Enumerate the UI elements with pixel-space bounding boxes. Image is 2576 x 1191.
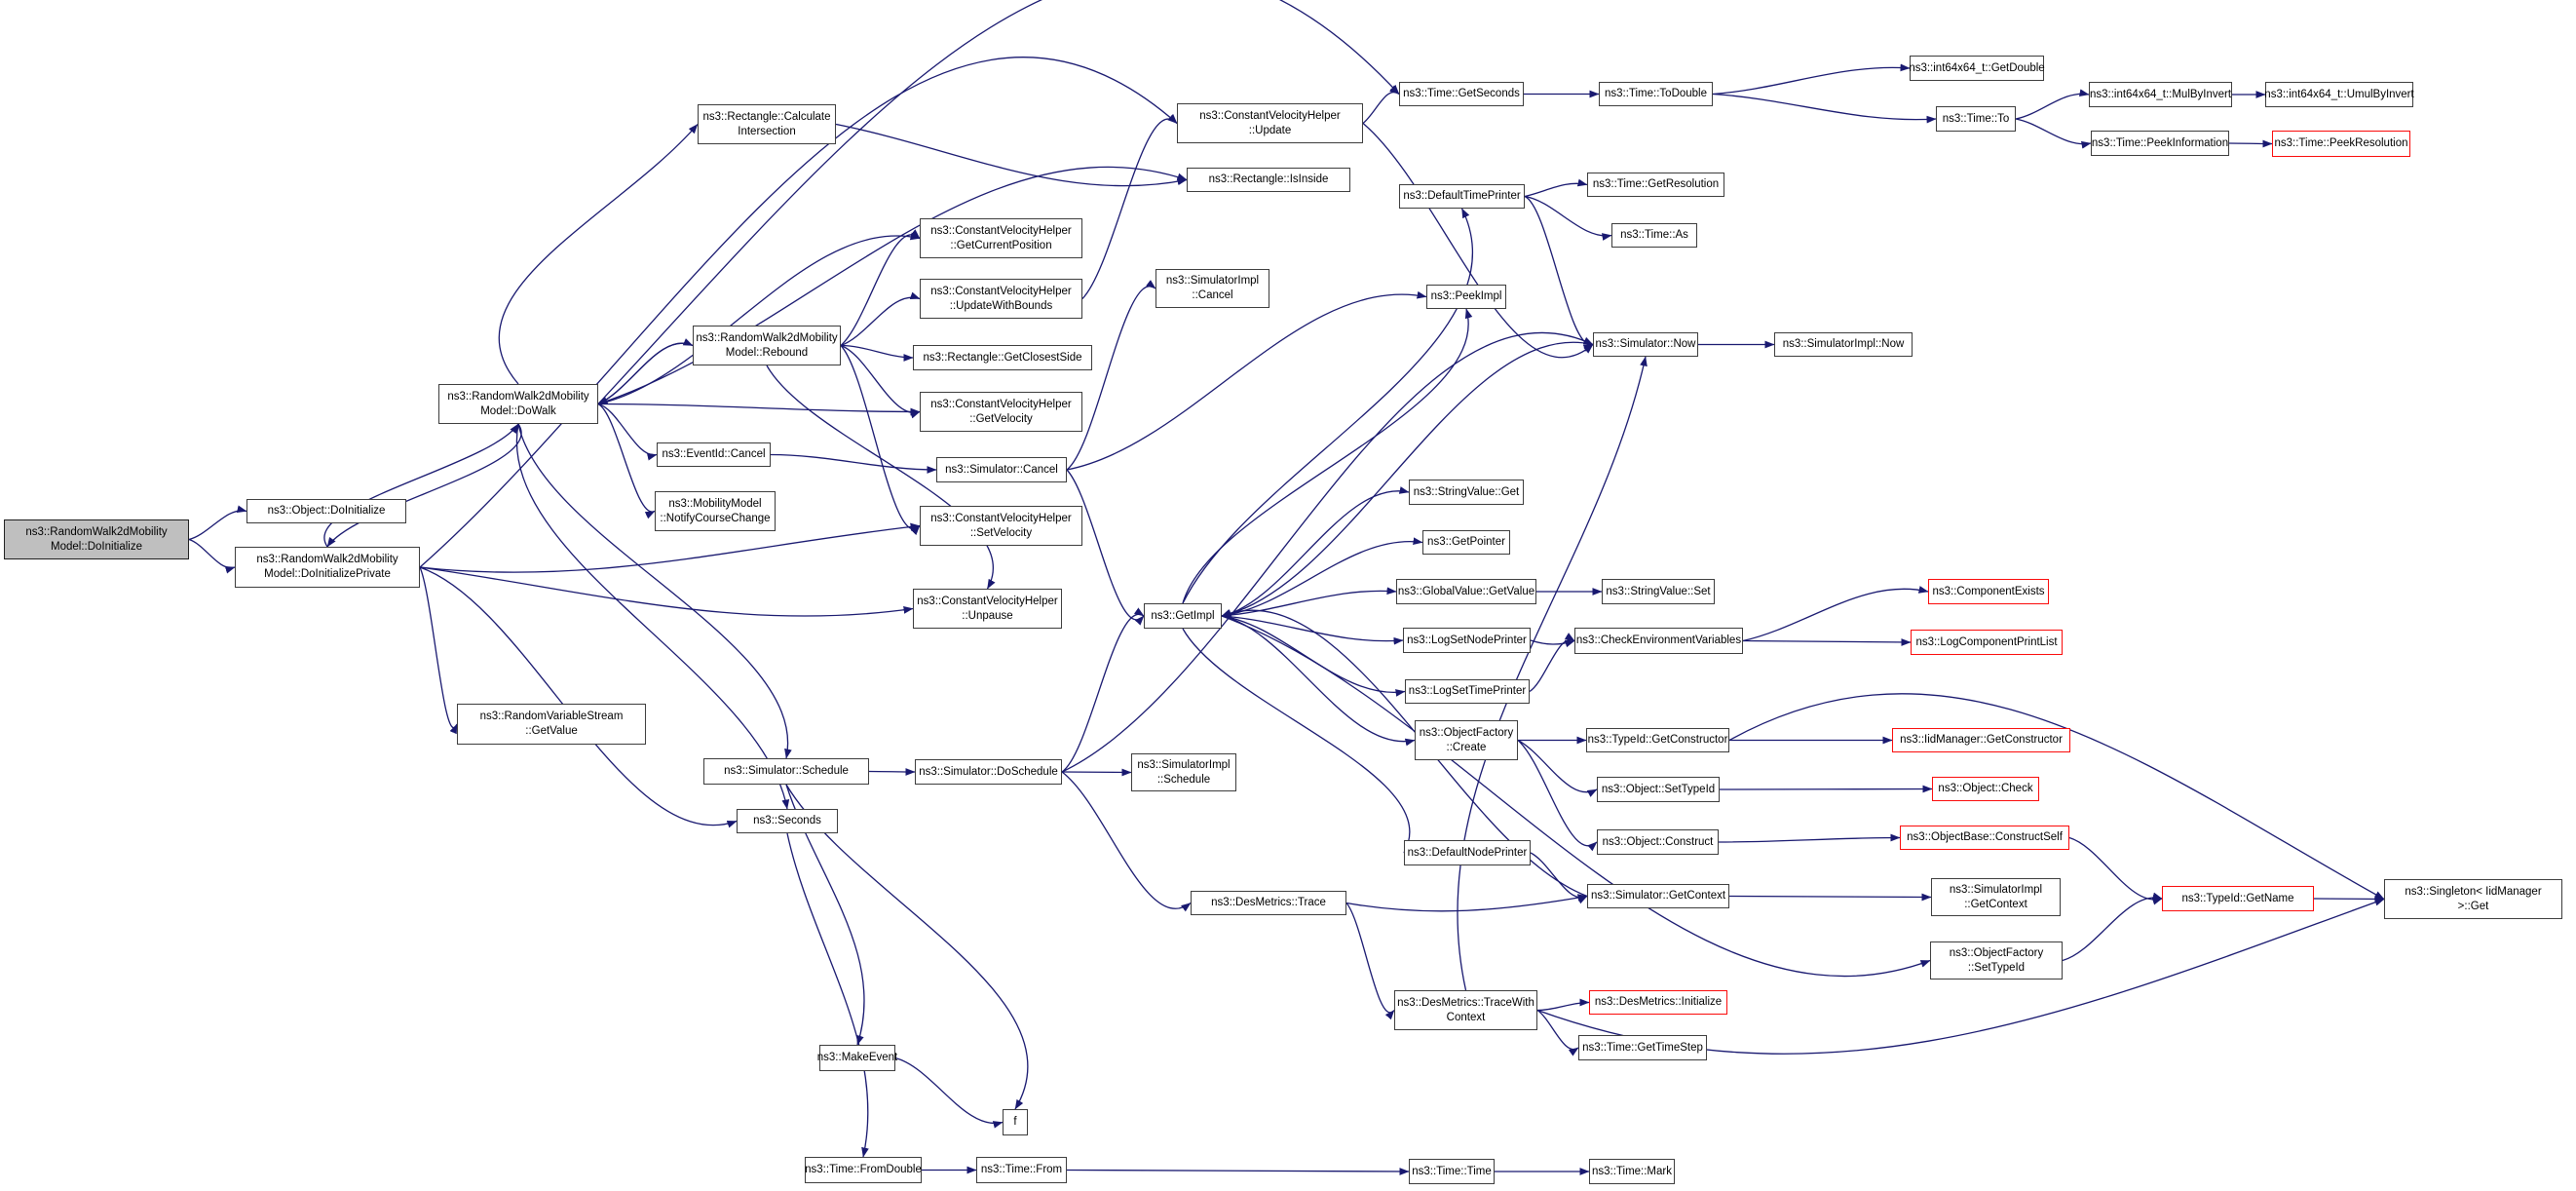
graph-node-rvsGetValue[interactable]: [457, 704, 646, 745]
graph-node-label: ns3::Time::PeekResolution: [2274, 137, 2408, 150]
graph-node-stringValueSet[interactable]: [1602, 579, 1715, 604]
graph-node-traceWithContext[interactable]: [1394, 990, 1537, 1030]
graph-node-label: ns3::Simulator::Schedule: [724, 765, 849, 778]
graph-node-makeEvent[interactable]: [816, 1045, 898, 1071]
graph-node-timeTime[interactable]: [1409, 1159, 1495, 1184]
graph-node-label: ns3::Time::GetResolution: [1592, 178, 1720, 191]
graph-node-timeFrom[interactable]: [976, 1157, 1067, 1183]
graph-node-getImpl[interactable]: [1144, 603, 1222, 629]
graph-node-unpause[interactable]: [913, 589, 1062, 629]
graph-node-label: ns3::Seconds: [753, 815, 821, 827]
graph-node-label: ns3::Simulator::Now: [1595, 338, 1696, 351]
call-edge-doSchedule-to-getImpl: [1062, 614, 1144, 772]
graph-node-timeTo[interactable]: [1936, 106, 2016, 132]
graph-node-eventIdCancel[interactable]: [657, 442, 771, 467]
graph-node-label: ns3::MakeEvent: [816, 1052, 898, 1064]
graph-node-label: ns3::GetImpl: [1151, 609, 1215, 622]
graph-node-doInitializePrivate[interactable]: [235, 547, 420, 588]
graph-node-label: ns3::LogSetNodePrinter: [1407, 634, 1527, 646]
graph-node-simulatorGetContext[interactable]: [1587, 884, 1729, 908]
graph-node-label: ns3::ObjectBase::ConstructSelf: [1907, 831, 2063, 844]
graph-node-setVelocity[interactable]: [920, 506, 1082, 546]
graph-node-simulatorImplGetContext[interactable]: [1931, 878, 2061, 916]
call-edge-doWalk-to-calculateIntersection: [499, 125, 698, 385]
graph-node-peekImpl[interactable]: [1426, 285, 1506, 309]
graph-node-label: ns3::DefaultTimePrinter: [1403, 190, 1521, 203]
graph-node-label: ns3::Object::SetTypeId: [1601, 783, 1716, 795]
graph-node-constructSelf[interactable]: [1900, 826, 2069, 850]
graph-node-defaultNodePrinter[interactable]: [1404, 840, 1531, 865]
graph-node-label: ns3::RandomVariableStream: [479, 711, 624, 723]
call-edge-doInitialize-to-doInitializePrivate: [189, 540, 235, 568]
call-edge-doInitialize-to-objectDoInitialize: [189, 511, 246, 540]
graph-node-calculateIntersection[interactable]: [698, 104, 836, 144]
graph-node-label: ns3::int64x64_t::UmulByInvert: [2264, 88, 2414, 100]
call-edge-doSchedule-to-simulatorNow: [1062, 332, 1593, 772]
call-edge-calculateIntersection-to-isInside: [836, 125, 1187, 186]
call-edge-doInitializePrivate-to-unpause: [420, 567, 913, 616]
graph-node-typeIdGetName[interactable]: [2162, 886, 2314, 911]
call-edge-timeTo-to-peekInformation: [2016, 119, 2091, 144]
graph-node-label: ::Create: [1446, 741, 1487, 753]
graph-node-f[interactable]: [1003, 1109, 1028, 1135]
graph-node-toDouble[interactable]: [1599, 82, 1713, 106]
graph-node-label: ns3::SimulatorImpl::Now: [1782, 338, 1905, 351]
graph-node-getCurrentPosition[interactable]: [920, 218, 1082, 258]
call-edge-cvhUpdate-to-simulatorNow: [1363, 124, 1593, 358]
graph-node-label: ns3::RandomWalk2dMobility: [256, 554, 398, 566]
graph-node-label: ns3::Time::Mark: [1591, 1165, 1672, 1177]
graph-node-globalValueGetValue[interactable]: [1396, 579, 1536, 604]
call-edge-getImpl-to-stringValueGet: [1222, 491, 1409, 616]
graph-node-label: ns3::Simulator::DoSchedule: [919, 765, 1058, 778]
graph-node-desMetricsTrace[interactable]: [1191, 891, 1346, 915]
graph-node-simulatorImplCancel[interactable]: [1155, 269, 1269, 308]
call-edge-doWalk-to-isInside: [598, 167, 1187, 403]
graph-node-label: ::Schedule: [1156, 773, 1211, 786]
graph-node-label: ns3::Rectangle::GetClosestSide: [923, 351, 1082, 364]
graph-node-singletonGet[interactable]: [2384, 879, 2562, 919]
call-edge-doInitializePrivate-to-setVelocity: [420, 526, 920, 573]
graph-node-label: ns3::DefaultNodePrinter: [1407, 846, 1528, 859]
graph-node-label: ns3::ConstantVelocityHelper: [930, 512, 1072, 524]
graph-node-label: ns3::DesMetrics::Initialize: [1594, 996, 1723, 1009]
call-edge-getImpl-to-logSetNodePrinter: [1222, 616, 1403, 641]
graph-node-timeMark[interactable]: [1589, 1159, 1675, 1184]
graph-node-label: ::Unpause: [962, 609, 1013, 622]
graph-node-label: ns3::DesMetrics::Trace: [1211, 897, 1326, 909]
call-edge-constructSelf-to-typeIdGetName: [2069, 838, 2162, 901]
call-edge-toDouble-to-getDouble: [1713, 67, 1910, 94]
graph-node-label: f: [1013, 1116, 1017, 1129]
graph-node-objectCheck[interactable]: [1932, 777, 2039, 801]
call-edge-doInitializePrivate-to-doWalk: [324, 424, 518, 547]
call-edge-doWalk-to-doInitializePrivate: [327, 424, 521, 547]
graph-node-label: ns3::ObjectFactory: [1419, 726, 1514, 739]
graph-node-label: ::Cancel: [1192, 289, 1233, 301]
graph-node-getSeconds[interactable]: [1399, 82, 1524, 106]
graph-node-label: ::GetContext: [1964, 898, 2027, 910]
call-edge-toDouble-to-timeTo: [1713, 95, 1936, 120]
graph-node-label: ::NotifyCourseChange: [660, 512, 771, 524]
graph-node-label: ns3::RandomWalk2dMobility: [696, 331, 838, 344]
call-edge-rebound-to-setVelocity: [841, 346, 920, 529]
graph-node-label: ns3::Time::GetTimeStep: [1582, 1041, 1703, 1054]
graph-node-label: ns3::CheckEnvironmentVariables: [1575, 634, 1742, 647]
call-edge-defaultTimePrinter-to-simulatorNow: [1525, 197, 1593, 345]
graph-node-label: ns3::ConstantVelocityHelper: [917, 595, 1058, 607]
graph-node-label: ns3::RandomWalk2dMobility: [447, 390, 589, 403]
call-edge-objectFactoryCreate-to-objectConstruct: [1518, 741, 1597, 846]
graph-node-label: >::Get: [2457, 900, 2489, 912]
graph-node-objectSetTypeId[interactable]: [1597, 777, 1720, 802]
call-edge-desMetricsTrace-to-traceWithContext: [1346, 903, 1394, 1013]
call-edge-traceWithContext-to-desMetricsInitialize: [1537, 1003, 1589, 1011]
graph-node-label: ns3::ConstantVelocityHelper: [930, 398, 1072, 410]
call-edge-simulatorSchedule-to-doSchedule: [869, 772, 915, 773]
graph-node-seconds[interactable]: [737, 809, 838, 833]
graph-node-label: ns3::Time::PeekInformation: [2091, 136, 2229, 149]
call-edge-logSetNodePrinter-to-checkEnvironmentVariables: [1531, 640, 1574, 644]
graph-node-simulatorImplNow[interactable]: [1774, 332, 1913, 357]
graph-node-label: ns3::Time::From: [980, 1164, 1063, 1176]
graph-node-label: ns3::Time::FromDouble: [805, 1164, 922, 1176]
graph-node-objectFactoryCreate[interactable]: [1415, 720, 1518, 760]
graph-node-label: ::GetValue: [525, 725, 578, 737]
graph-node-label: ns3::RandomWalk2dMobility: [25, 525, 168, 538]
graph-node-componentExists[interactable]: [1928, 579, 2049, 604]
graph-node-simulatorCancel[interactable]: [936, 457, 1067, 482]
graph-node-doWalk[interactable]: [438, 384, 598, 424]
graph-node-label: ns3::EventId::Cancel: [662, 448, 766, 461]
graph-node-defaultTimePrinter[interactable]: [1399, 184, 1525, 209]
graph-node-getVelocity[interactable]: [920, 392, 1082, 432]
graph-node-getResolution[interactable]: [1587, 173, 1724, 197]
graph-node-updateWithBounds[interactable]: [920, 279, 1082, 319]
call-edge-defaultTimePrinter-to-timeAs: [1525, 197, 1611, 236]
graph-node-label: ns3::IidManager::GetConstructor: [1900, 734, 2063, 747]
graph-node-label: ns3::PeekImpl: [1430, 290, 1502, 303]
graph-node-label: ns3::Time::ToDouble: [1604, 88, 1708, 100]
graph-node-objectConstruct[interactable]: [1597, 829, 1719, 855]
graph-node-label: ns3::Rectangle::Calculate: [702, 110, 831, 123]
graph-node-cvhUpdate[interactable]: [1177, 103, 1363, 143]
graph-node-label: Model::Rebound: [725, 346, 809, 359]
call-edge-doWalk-to-getCurrentPosition: [598, 236, 920, 404]
graph-node-label: ns3::SimulatorImpl: [1165, 275, 1260, 288]
graph-node-timeAs[interactable]: [1611, 223, 1697, 248]
graph-node-peekInformation[interactable]: [2091, 131, 2229, 156]
graph-node-label: ns3::StringValue::Set: [1606, 585, 1711, 597]
call-edge-traceWithContext-to-getTimeStep: [1537, 1011, 1578, 1050]
call-edge-cvhUpdate-to-getSeconds: [1363, 92, 1399, 123]
graph-node-label: ns3::Rectangle::IsInside: [1208, 173, 1329, 186]
call-edge-objectFactorySetTypeId-to-typeIdGetName: [2063, 898, 2162, 961]
call-edge-rebound-to-getCurrentPosition: [841, 235, 920, 346]
graph-node-label: ::GetVelocity: [969, 412, 1033, 425]
call-edge-doWalk-to-eventIdCancel: [598, 404, 657, 455]
graph-node-simulatorSchedule[interactable]: [703, 758, 869, 785]
graph-node-peekResolution[interactable]: [2272, 131, 2410, 157]
graph-node-logComponentPrintList[interactable]: [1911, 630, 2063, 655]
graph-node-doSchedule[interactable]: [915, 759, 1062, 785]
graph-node-iidManagerGetConstructor[interactable]: [1892, 728, 2070, 752]
graph-node-logSetTimePrinter[interactable]: [1405, 679, 1530, 704]
call-edge-makeEvent-to-f: [895, 1058, 1003, 1124]
graph-node-label: ns3::Simulator::GetContext: [1590, 890, 1726, 903]
call-edge-doInitializePrivate-to-rvsGetValue: [420, 567, 457, 728]
call-edge-objectFactoryCreate-to-objectSetTypeId: [1518, 741, 1597, 792]
graph-node-label: ns3::TypeId::GetName: [2181, 892, 2294, 904]
graph-node-label: ns3::MobilityModel: [668, 497, 762, 510]
graph-node-label: ns3::ObjectFactory: [1949, 946, 2044, 959]
call-edge-checkEnvironmentVariables-to-componentExists: [1743, 589, 1928, 640]
graph-node-label: ::SetTypeId: [1967, 961, 2026, 974]
graph-node-stringValueGet[interactable]: [1409, 480, 1524, 505]
graph-node-getDouble[interactable]: [1910, 56, 2044, 81]
call-edge-seconds-to-fromDouble: [787, 833, 868, 1157]
graph-node-simulatorImplSchedule[interactable]: [1131, 753, 1236, 791]
graph-node-label: ns3::ComponentExists: [1932, 585, 2045, 597]
call-edge-simulatorNow-to-getImpl: [1222, 342, 1593, 616]
call-edge-getImpl-to-defaultNodePrinter: [1183, 629, 1410, 853]
call-edge-simulatorGetContext-to-simulatorImplGetContext: [1729, 897, 1931, 898]
graph-node-label: Context: [1446, 1011, 1486, 1023]
graph-node-label: ::SetVelocity: [969, 526, 1033, 539]
graph-node-label: ns3::Time::Time: [1412, 1165, 1492, 1177]
graph-node-label: Model::DoInitializePrivate: [264, 568, 391, 580]
graph-node-umulByInvert[interactable]: [2265, 82, 2413, 107]
graph-node-label: ns3::SimulatorImpl: [1137, 758, 1231, 771]
graph-node-label: ns3::int64x64_t::GetDouble: [1909, 61, 2045, 74]
call-edge-typeIdGetName-to-singletonGet: [2314, 899, 2384, 900]
graph-node-label: ns3::TypeId::GetConstructor: [1587, 734, 1728, 747]
call-edge-getImpl-to-objectFactorySetTypeId: [1222, 616, 1930, 977]
graph-node-label: ::GetCurrentPosition: [950, 239, 1052, 251]
call-edge-defaultTimePrinter-to-getResolution: [1525, 183, 1587, 196]
graph-node-label: Intersection: [738, 125, 796, 137]
graph-node-label: ::UpdateWithBounds: [949, 299, 1053, 312]
graph-node-label: ns3::ConstantVelocityHelper: [930, 224, 1072, 237]
graph-node-mulByInvert[interactable]: [2089, 82, 2232, 107]
graph-node-label: ns3::Time::As: [1620, 229, 1688, 242]
graph-node-typeIdGetConstructor[interactable]: [1586, 728, 1729, 752]
graph-node-label: ns3::LogComponentPrintList: [1915, 635, 2058, 648]
graph-node-label: Model::DoWalk: [480, 404, 556, 417]
call-edge-rebound-to-updateWithBounds: [841, 297, 920, 345]
call-edge-doWalk-to-seconds: [516, 424, 787, 809]
call-edge-eventIdCancel-to-simulatorCancel: [771, 455, 936, 471]
graph-node-label: ns3::GetPointer: [1427, 536, 1505, 549]
graph-node-logSetNodePrinter[interactable]: [1403, 628, 1531, 653]
graph-node-isInside[interactable]: [1187, 168, 1350, 192]
graph-node-fromDouble[interactable]: [805, 1157, 922, 1183]
graph-node-label: ns3::int64x64_t::MulByInvert: [2089, 88, 2232, 100]
call-edge-logSetTimePrinter-to-checkEnvironmentVariables: [1530, 639, 1574, 691]
graph-node-label: ns3::ConstantVelocityHelper: [930, 285, 1072, 297]
graph-node-label: ns3::Singleton< IidManager: [2405, 885, 2542, 898]
graph-node-label: ns3::LogSetTimePrinter: [1408, 685, 1527, 698]
graph-node-objectDoInitialize[interactable]: [246, 499, 406, 523]
call-edge-timeTo-to-mulByInvert: [2016, 94, 2089, 119]
graph-node-simulatorNow[interactable]: [1593, 332, 1698, 357]
graph-node-label: ns3::ConstantVelocityHelper: [1199, 109, 1341, 122]
call-edge-timeFrom-to-timeTime: [1067, 1171, 1409, 1172]
graph-node-notifyCourseChange[interactable]: [655, 491, 776, 531]
graph-node-label: ns3::Object::Construct: [1602, 835, 1714, 848]
graph-node-label: ns3::DesMetrics::TraceWith: [1397, 996, 1534, 1009]
graph-node-label: ns3::GlobalValue::GetValue: [1397, 585, 1535, 597]
call-edge-doWalk-to-getVelocity: [598, 404, 920, 412]
call-edge-typeIdGetConstructor-to-singletonGet: [1729, 694, 2384, 900]
graph-node-label: ::Update: [1248, 124, 1292, 136]
graph-node-label: ns3::Simulator::Cancel: [945, 463, 1058, 476]
graph-node-label: ns3::StringValue::Get: [1413, 485, 1520, 498]
graph-node-checkEnvironmentVariables[interactable]: [1574, 628, 1743, 654]
graph-node-getTimeStep[interactable]: [1578, 1035, 1707, 1060]
graph-node-doInitialize[interactable]: [4, 519, 189, 559]
call-edge-objectSetTypeId-to-objectCheck: [1720, 789, 1932, 790]
graph-node-getClosestSide[interactable]: [913, 345, 1092, 370]
call-edge-doSchedule-to-simulatorImplSchedule: [1062, 772, 1131, 773]
call-edge-objectConstruct-to-constructSelf: [1719, 838, 1900, 843]
call-edge-simulatorCancel-to-peekImpl: [1067, 294, 1426, 470]
call-edge-rebound-to-getVelocity: [841, 346, 920, 413]
graph-node-label: ns3::Object::Check: [1938, 783, 2033, 795]
call-edge-doSchedule-to-desMetricsTrace: [1062, 772, 1191, 908]
graph-node-desMetricsInitialize[interactable]: [1589, 990, 1727, 1015]
graph-node-rebound[interactable]: [693, 326, 841, 365]
graph-node-label: ns3::Time::GetSeconds: [1403, 88, 1520, 100]
call-edge-doWalk-to-notifyCourseChange: [598, 404, 655, 513]
graph-node-getPointer[interactable]: [1422, 530, 1510, 555]
graph-node-objectFactorySetTypeId[interactable]: [1930, 941, 2063, 980]
graph-node-label: ns3::SimulatorImpl: [1949, 883, 2043, 896]
call-edge-peekInformation-to-peekResolution: [2229, 143, 2272, 144]
graph-node-label: Model::DoInitialize: [51, 540, 142, 553]
graph-node-label: ns3::Object::DoInitialize: [267, 505, 386, 518]
graph-node-label: ns3::Time::To: [1942, 112, 2010, 125]
call-edge-desMetricsTrace-to-simulatorGetContext: [1346, 897, 1587, 911]
call-edge-checkEnvironmentVariables-to-logComponentPrintList: [1743, 641, 1911, 643]
